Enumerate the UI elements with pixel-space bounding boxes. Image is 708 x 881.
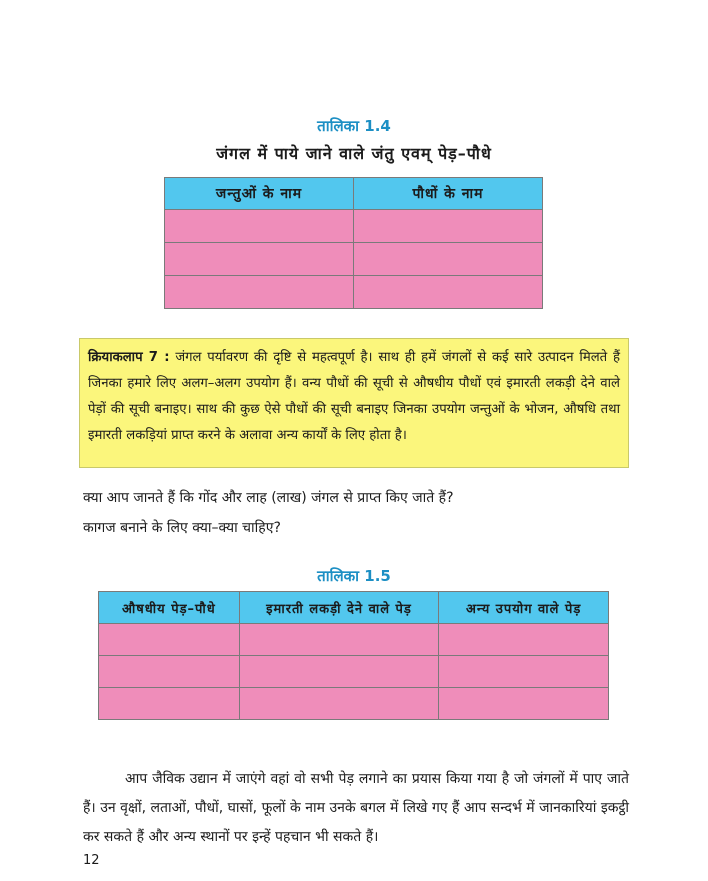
table-header-row [99,592,609,624]
column-header-timber: इमारती लकड़ी देने वाले पेड़ [239,592,439,624]
table-1-4-caption: तालिका 1.4 [317,117,391,135]
column-header-animals: जन्तुओं के नाम [165,178,354,210]
table-cell [99,624,240,656]
table-cell [239,656,439,688]
column-header-medicinal: औषधीय पेड़–पौधे [99,592,240,624]
activity-label: क्रियाकलाप 7 : [88,350,170,365]
body-paragraph: आप जैविक उद्यान में जाएंगे वहां वो सभी पेड़ लगाने का प्रयास किया गया है जो जंगलों में पाए जाते हैं। उन वृक्षों, लताओं, पौधों, घासों, फूलों के नाम उनके बगल में लिखे गए हैं आप सन्दर्भ में जानकारियां इकट्ठी कर सकते हैं और अन्य स्थानों पर इन्हें पहचान भी सकते हैं। [83,771,629,845]
table-cell [165,243,354,276]
table-header-row [165,178,543,210]
table-cell [354,210,543,243]
table-1-4-title: जंगल में पाये जाने वाले जंतु एवम् पेड़–पौधे [216,144,492,163]
table-1-5-caption: तालिका 1.5 [317,567,391,585]
table-cell [354,276,543,309]
table-row [99,624,609,656]
question-1: क्या आप जानते हैं कि गोंद और लाह (लाख) जंगल से प्राप्त किए जाते हैं? [83,490,454,506]
page-number: 12 [83,853,100,868]
table-cell [439,656,609,688]
question-2: कागज बनाने के लिए क्या–क्या चाहिए? [83,520,281,536]
table-row [165,210,543,243]
table-cell [239,688,439,720]
activity-box [79,338,629,468]
table-cell [99,656,240,688]
table-cell [439,624,609,656]
column-header-plants: पौधों के नाम [354,178,543,210]
table-row [99,656,609,688]
table-row [165,243,543,276]
column-header-other-uses: अन्य उपयोग वाले पेड़ [439,592,609,624]
table-cell [239,624,439,656]
table-1-5 [98,591,609,720]
activity-text: जंगल पर्यावरण की दृष्टि से महत्वपूर्ण है। साथ ही हमें जंगलों से कई सारे उत्पादन मिलते हैं जिनका हमारे लिए अलग–अलग उपयोग हैं। वन्य पौधों की सूची से औषधीय पौधों एवं इमारती लकड़ी देने वाले पेड़ों की सूची बनाइए। साथ की कुछ ऐसे पौधों की सूची बनाइए जिनका उपयोग जन्तुओं के भोजन, औषधि तथा इमारती लकड़ियां प्राप्त करने के अलावा अन्य कार्यों के लिए होता है। [88,350,620,443]
table-1-4 [164,177,543,309]
table-cell [165,210,354,243]
table-row [99,688,609,720]
table-cell [354,243,543,276]
table-row [165,276,543,309]
table-cell [165,276,354,309]
table-cell [99,688,240,720]
table-cell [439,688,609,720]
